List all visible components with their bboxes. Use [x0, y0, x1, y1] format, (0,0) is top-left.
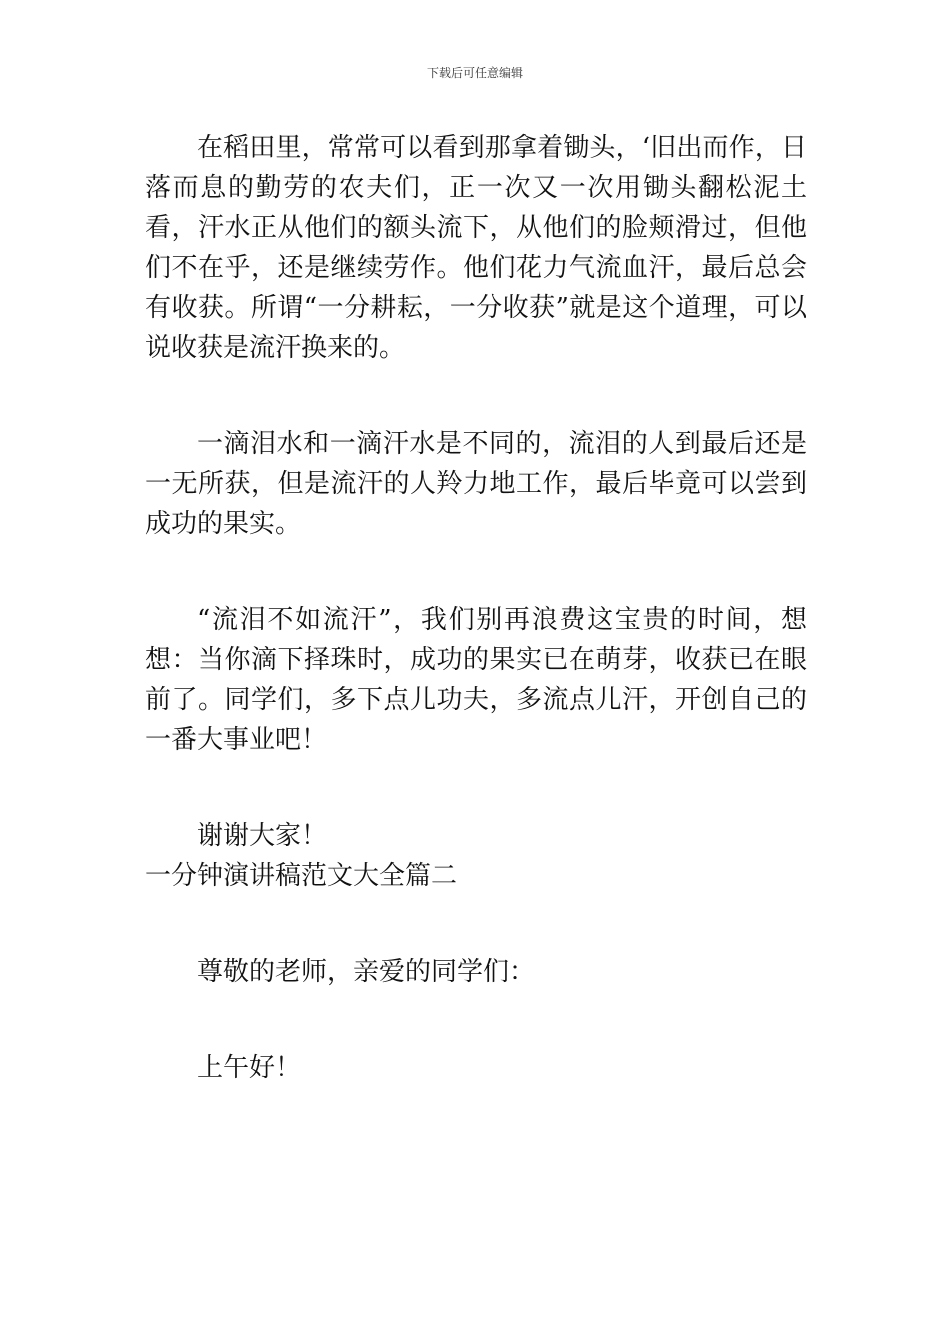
paragraph-spacer	[145, 368, 807, 424]
paragraph-spacer	[145, 896, 807, 952]
section-heading: 一分钟演讲稿范文大全篇二	[145, 861, 458, 891]
paragraph-good-morning: 上午好！	[197, 1053, 302, 1083]
paragraph-farmers: 在稻田里，常常可以看到那拿着锄头，‘旧出而作，日落而息的勤劳的农夫们，正一次又一次用锄头翻松泥土看，汗水正从他们的额头流下，从他们的脸颊滑过，但他们不在乎，还是继续劳作。他们花力气流血汗，最后总会有收获。所谓“一分耕耘，一分收获”就是这个道理，可以说收获是流汗换来的。	[145, 133, 807, 363]
document-body	[145, 128, 807, 1088]
paragraph-thanks: 谢谢大家！	[197, 821, 328, 851]
paragraph-tears-vs-sweat: 一滴泪水和一滴汗水是不同的，流泪的人到最后还是一无所获，但是流汗的人羚力地工作，最后毕竟可以尝到成功的果实。	[145, 429, 807, 539]
paragraph-call-to-action: “流泪不如流汗”，我们别再浪费这宝贵的时间，想想：当你滴下择珠时，成功的果实已在萌芽，收获已在眼前了。同学们，多下点儿功夫，多流点儿汗，开创自己的一番大事业吧！	[145, 605, 807, 755]
paragraph-spacer	[145, 544, 807, 600]
paragraph-greeting: 尊敬的老师，亲爱的同学们：	[197, 957, 536, 987]
paragraph-spacer	[145, 760, 807, 816]
paragraph-spacer	[145, 992, 807, 1048]
page-header-note: 下载后可任意编辑	[426, 66, 523, 80]
